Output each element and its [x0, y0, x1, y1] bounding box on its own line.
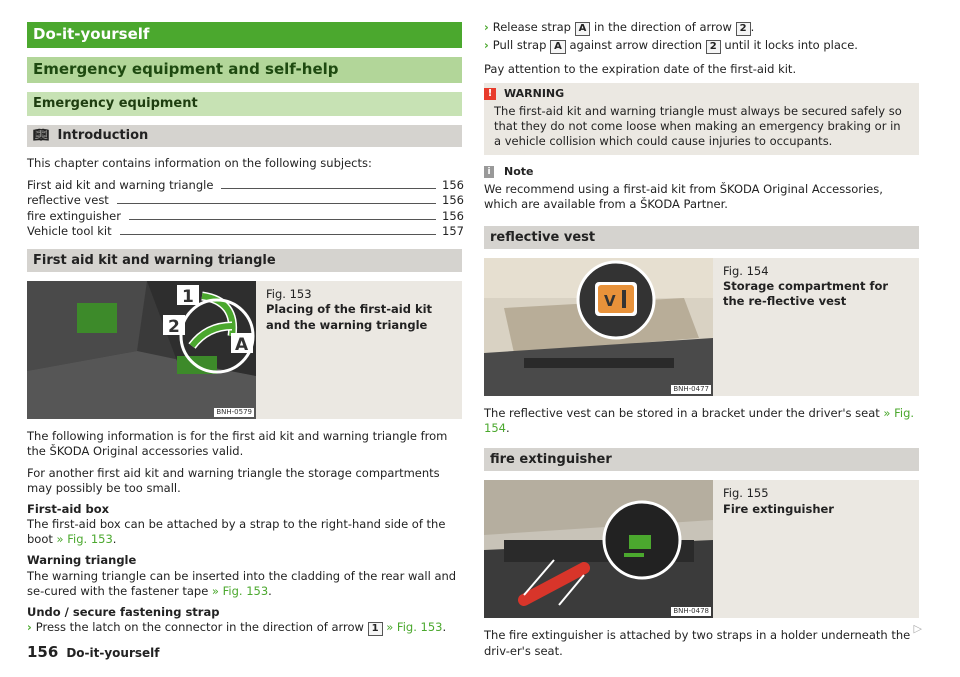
step: › Release strap A in the direction of arrow 2 . [484, 20, 755, 34]
extinguisher-photo [484, 480, 713, 618]
image-code: BNH-0579 [216, 407, 252, 416]
paragraph: For another first aid kit and warning triangle the storage compartments may possibly be too small. [27, 465, 440, 495]
boot-photo [27, 281, 256, 419]
toc-item[interactable]: First aid kit and warning triangle 156 [27, 177, 464, 192]
warning-text: The first-aid kit and warning triangle must always be secured safely so that they do not come loose when making an emergency braking or in a vehicle collision which could cause injuries to occupants. [494, 103, 902, 149]
table-of-contents [27, 177, 462, 239]
figure-link[interactable]: » Fig. 153 [386, 620, 443, 635]
chevron-right-icon: › [484, 20, 489, 34]
figure-link[interactable]: » Fig. 153 [211, 583, 269, 598]
page-number: 156 [27, 643, 59, 661]
callout-box: A [550, 40, 566, 54]
subsection-heading: Emergency equipment [27, 92, 462, 116]
callout-box: 1 [368, 622, 383, 636]
paragraph: First-aid box The first-aid box can be attached by a strap to the right-hand side of the boot » Fig. 153. [27, 501, 446, 547]
step: › Pull strap A against arrow direction 2 until it locks into place. [484, 38, 858, 52]
figure-caption: Fig. 154 Storage compartment for the re-flective vest [713, 258, 919, 396]
toc-item[interactable]: fire extinguisher 156 [27, 208, 464, 223]
svg-text:2: 2 [168, 317, 180, 338]
left-column [27, 22, 462, 642]
figure-155 [484, 480, 919, 618]
paragraph: Pay attention to the expiration date of the first-aid kit. [484, 62, 797, 76]
image-code: BNH-0478 [673, 607, 709, 616]
info-icon: i [484, 166, 494, 178]
right-column [484, 20, 919, 665]
extinguisher-heading: fire extinguisher [484, 448, 919, 471]
paragraph: The following information is for the first aid kit and warning triangle from the ŠKODA Original accessories valid. [27, 429, 448, 459]
figure-caption: Fig. 155 Fire extinguisher [713, 480, 919, 618]
figure-link[interactable]: » Fig. 153 [56, 532, 113, 547]
intro-text: This chapter contains information on the following subjects: [27, 156, 372, 170]
paragraph: Warning triangle The warning triangle can be inserted into the cladding of the rear wall and se-cured with the fastener tape » Fig. 153. [27, 553, 457, 598]
figure-caption: Fig. 153 Placing of the first-aid kit and the warning triangle [256, 281, 462, 419]
chevron-right-icon: › [484, 38, 489, 52]
vest-heading: reflective vest [484, 226, 919, 249]
seat-photo [484, 258, 713, 396]
toc-item[interactable]: Vehicle tool kit 157 [27, 224, 464, 238]
toc-item[interactable]: reflective vest 156 [27, 193, 464, 207]
callout-box: 2 [736, 22, 751, 36]
intro-heading: 📖︎ Introduction [27, 125, 462, 147]
continue-arrow-icon: ▷ [913, 622, 922, 635]
image-code: BNH-0477 [673, 384, 709, 393]
callout-box: 2 [706, 40, 721, 54]
page-footer [27, 643, 159, 663]
note-heading: i Note [484, 165, 919, 180]
section-heading: Emergency equipment and self-help [27, 57, 462, 83]
paragraph: Undo / secure fastening strap › Press the latch on the connector in the direction of arrow 1 » Fig. 153. [27, 604, 447, 635]
firstaid-heading: First aid kit and warning triangle [27, 249, 462, 272]
note-text: We recommend using a first-aid kit from ŠKODA Original Accessories, which are available from a ŠKODA Partner. [484, 181, 883, 211]
figure-153 [27, 281, 462, 419]
chapter-heading: Do-it-yourself [27, 22, 462, 48]
warning-icon: ! [484, 88, 496, 100]
footer-section: Do-it-yourself [66, 646, 160, 660]
chevron-right-icon: › [27, 620, 32, 635]
svg-text:V: V [604, 292, 616, 311]
callout-box: A [575, 22, 591, 36]
book-icon: 📖︎ [33, 128, 50, 144]
svg-text:1: 1 [182, 287, 194, 308]
figure-link[interactable]: » Fig. 154 [484, 406, 915, 436]
svg-text:A: A [235, 335, 249, 356]
paragraph: The reflective vest can be stored in a bracket under the driver's seat » Fig. 154. [484, 406, 915, 436]
warning-box: ! WARNING The first-aid kit and warning triangle must always be secured safely so that they do not come loose when making an emergency braking or in a vehicle collision which could cause injuries to occupants. [484, 83, 919, 155]
paragraph: The fire extinguisher is attached by two straps in a holder underneath the driv-er's seat. [484, 628, 911, 658]
figure-154 [484, 258, 919, 396]
